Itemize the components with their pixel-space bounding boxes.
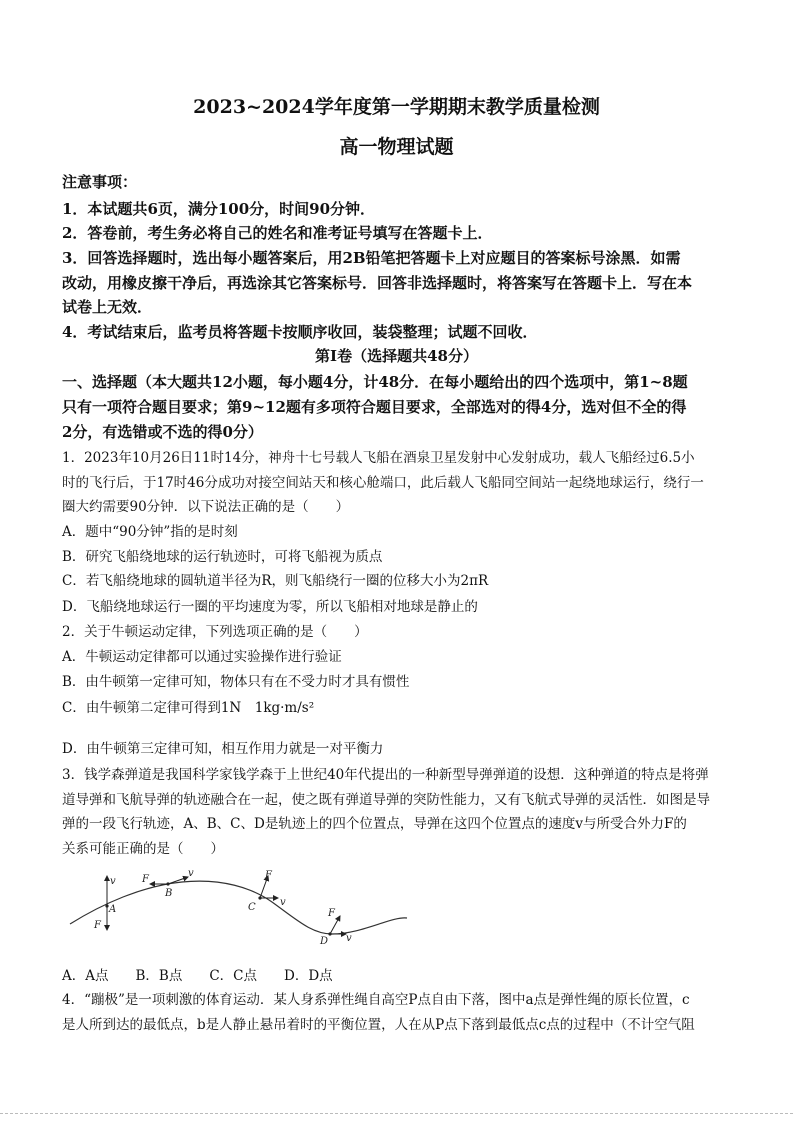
note-item: 试卷上无效． (62, 298, 153, 316)
q1-stem-line: 1．2023年10月26日11时14分，神舟十七号载人飞船在酒泉卫星发射中心发射成功，载人飞船经过6.5小 (62, 450, 695, 466)
q3-stem-line: 道导弹和飞航导弹的轨迹融合在一起，使之既有弹道导弹的突防性能力，又有飞航式导弹的灵活性．如图是导 (62, 792, 710, 808)
q4-stem-line: 4．“蹦极”是一项刺激的体育运动．某人身系弹性绳自高空P点自由下落，图中a点是弹性绳的原长位置，c (62, 992, 690, 1008)
q1-option-b: B．研究飞船绕地球的运行轨迹时，可将飞船视为质点 (62, 549, 383, 565)
q3-stem-line: 关系可能正确的是（ ） (62, 841, 224, 857)
point-d-v-label: v (346, 933, 352, 944)
notes-heading: 注意事项： (62, 173, 138, 191)
q1-option-a: A．题中“90分钟”指的是时刻 (62, 524, 238, 540)
q1-stem-line: 时的飞行后，于17时46分成功对接空间站天和核心舱端口，此后载人飞船同空间站一起绕地球运行，绕行一 (62, 475, 704, 491)
q1-stem-line: 圈大约需要90分钟．以下说法正确的是（ ） (62, 499, 350, 515)
section-intro-line: 2分，有选错或不选的得0分） (62, 423, 263, 441)
exam-title: 2023~2024学年度第一学期期末教学质量检测 (193, 96, 600, 118)
point-b-f-label: F (142, 874, 149, 885)
page-divider (0, 1113, 793, 1114)
point-c-label: C (248, 902, 256, 913)
point-c-f-label: F (265, 870, 272, 881)
volume-title: 第Ⅰ卷（选择题共48分） (315, 347, 478, 365)
q3-options: A．A点 B．B点 C．C点 D．D点 (62, 968, 333, 984)
q1-option-d: D．飞船绕地球运行一圈的平均速度为零，所以飞船相对地球是静止的 (62, 599, 478, 615)
q2-option-c: C．由牛顿第二定律可得到1N 1kg·m/s² (62, 700, 315, 716)
point-b-v-label: v (188, 868, 194, 879)
exam-subtitle: 高一物理试题 (339, 136, 454, 158)
section-intro-line: 只有一项符合题目要求；第9~12题有多项符合题目要求，全部选对的得4分，选对但不全的得 (62, 398, 687, 416)
q3-stem-line: 3．钱学森弹道是我国科学家钱学森于上世纪40年代提出的一种新型导弹弹道的设想．这种弹道的特点是将弹 (62, 767, 709, 783)
point-b-label: B (165, 888, 173, 899)
q2-stem: 2．关于牛顿运动定律，下列选项正确的是（ ） (62, 624, 368, 640)
note-item: 2．答卷前，考生务必将自己的姓名和准考证号填写在答题卡上． (62, 224, 493, 242)
note-item: 1．本试题共6页，满分100分，时间90分钟． (62, 200, 376, 218)
point-d-f-label: F (328, 908, 335, 919)
q2-option-a: A．牛顿运动定律都可以通过实验操作进行验证 (62, 649, 342, 665)
point-d-label: D (320, 936, 329, 944)
q2-option-d: D．由牛顿第三定律可知，相互作用力就是一对平衡力 (62, 741, 384, 757)
q3-stem-line: 弹的一段飞行轨迹，A、B、C、D是轨迹上的四个位置点，导弹在这四个位置点的速度v与所受合外力F的 (62, 816, 687, 832)
q1-option-c: C．若飞船绕地球的圆轨道半径为R，则飞船绕行一圈的位移大小为2πR (62, 573, 489, 589)
note-item: 改动，用橡皮擦干净后，再选涂其它答案标号．回答非选择题时，将答案写在答题卡上．写在本 (62, 274, 693, 292)
section-intro-line: 一、选择题（本大题共12小题，每小题4分，计48分．在每小题给出的四个选项中，第1~8题 (62, 373, 688, 391)
note-item: 4．考试结束后，监考员将答题卡按顺序收回，装袋整理；试题不回收． (62, 323, 538, 341)
q2-option-b: B．由牛顿第一定律可知，物体只有在不受力时才具有惯性 (62, 674, 410, 690)
point-a-v-label: v (110, 876, 116, 887)
point-a-f-label: F (94, 920, 101, 931)
note-item: 3．回答选择题时，选出每小题答案后，用2B铅笔把答题卡上对应题目的答案标号涂黑．如需 (62, 249, 681, 267)
trajectory-curve (70, 881, 407, 934)
point-c-v-label: v (280, 897, 286, 908)
trajectory-diagram (62, 868, 422, 944)
point-a-label: A (109, 904, 117, 915)
q4-stem-line: 是人所到达的最低点，b是人静止悬吊着时的平衡位置，人在从P点下落到最低点c点的过程中（不计空气阻 (62, 1017, 695, 1033)
